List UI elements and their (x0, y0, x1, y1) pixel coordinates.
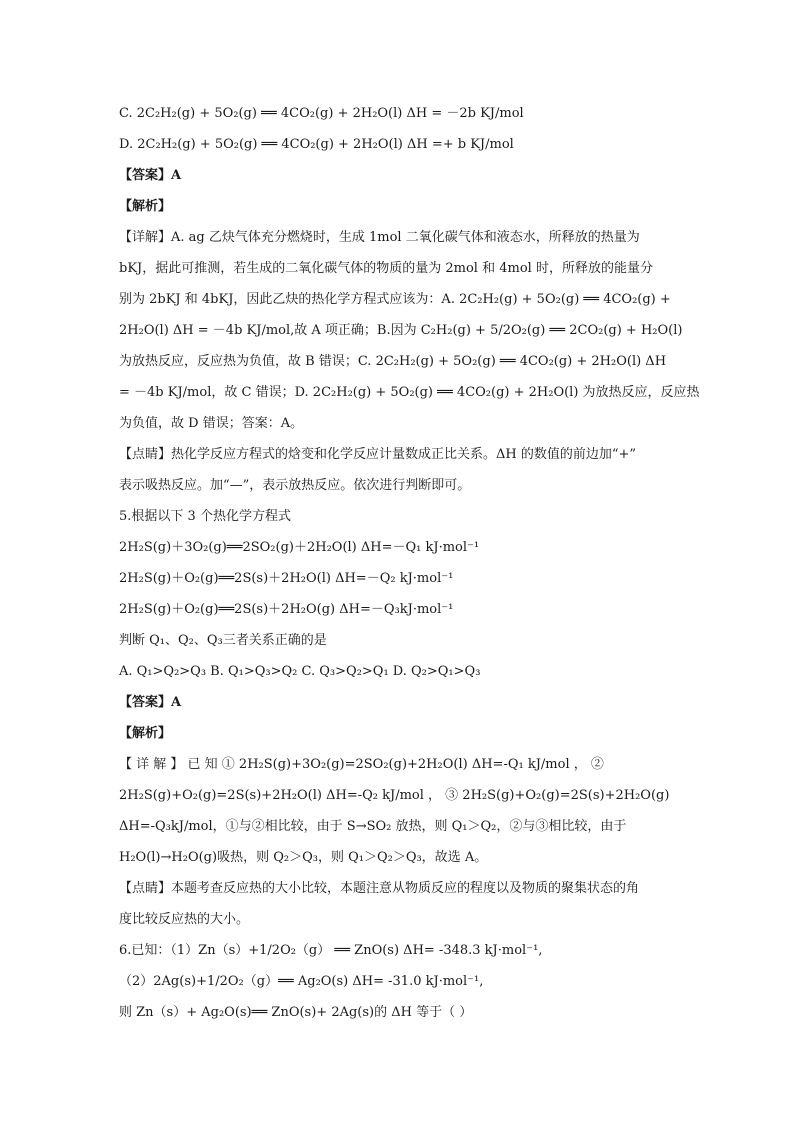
question-5-prompt: 判断 Q₁、Q₂、Q₃三者关系正确的是 (119, 633, 327, 648)
explanation-line: 为放热反应，反应热为负值，故 B 错误；C. 2C₂H₂(g) + 5O₂(g) ══ 4CO₂(g) + 2H₂O(l) ΔH (119, 354, 667, 369)
comment-line: 度比较反应热的大小。 (119, 912, 250, 927)
explanation-line: 【 详 解 】 已 知 ① 2H₂S(g)+3O₂(g)=2SO₂(g)+2H₂O(l) ΔH=-Q₁ kJ/mol ， ② (119, 757, 604, 772)
explanation-line: bKJ，据此可推测，若生成的二氧化碳气体的物质的量为 2mol 和 4mol 时，所释放的能量分 (119, 261, 653, 276)
question-5-title: 5.根据以下 3 个热化学方程式 (119, 509, 291, 524)
explanation-line: 2H₂S(g)+O₂(g)=2S(s)+2H₂O(l) ΔH=-Q₂ kJ/mol ， ③ 2H₂S(g)+O₂(g)=2S(s)+2H₂O(g) (119, 788, 670, 803)
explanation-line: = －4b KJ/mol，故 C 错误；D. 2C₂H₂(g) + 5O₂(g) ══ 4CO₂(g) + 2H₂O(l) 为放热反应，反应热 (119, 385, 700, 400)
explanation-line: 2H₂O(l) ΔH = －4b KJ/mol,故 A 项正确；B.因为 C₂H₂(g) + 5/2O₂(g) ══ 2CO₂(g) + H₂O(l) (119, 323, 683, 338)
option-d-line: D. 2C₂H₂(g) + 5O₂(g) ══ 4CO₂(g) + 2H₂O(l) ΔH =+ b KJ/mol (119, 137, 514, 152)
explanation-line: 别为 2bKJ 和 4bKJ，因此乙炔的热化学方程式应该为：A. 2C₂H₂(g) + 5O₂(g) ══ 4CO₂(g) + (119, 292, 671, 307)
equation-line: 2H₂S(g)＋O₂(g)══2S(s)＋2H₂O(l) ΔH=－Q₂ kJ·mol⁻¹ (119, 571, 454, 586)
question-6-line: （2）2Ag(s)+1/2O₂（g）══ Ag₂O(s) ΔH= -31.0 kJ·mol⁻¹, (119, 974, 484, 989)
explanation-line: 为负值，故 D 错误；答案：A。 (119, 416, 304, 431)
explanation-line: 【详解】A. ag 乙炔气体充分燃烧时，生成 1mol 二氧化碳气体和液态水，所释放的热量为 (119, 230, 640, 245)
comment-line: 【点睛】本题考查反应热的大小比较，本题注意从物质反应的程度以及物质的聚集状态的角 (119, 881, 640, 896)
answer-label: 【答案】A (119, 168, 182, 183)
explanation-line: ΔH=-Q₃kJ/mol，①与②相比较，由于 S→SO₂ 放热，则 Q₁＞Q₂，②与③相比较，由于 (119, 819, 627, 834)
equation-line: 2H₂S(g)＋O₂(g)══2S(s)＋2H₂O(g) ΔH=－Q₃kJ·mol⁻¹ (119, 602, 454, 617)
analysis-label: 【解析】 (119, 199, 172, 214)
equation-line: 2H₂S(g)＋3O₂(g)══2SO₂(g)＋2H₂O(l) ΔH=－Q₁ kJ·mol⁻¹ (119, 540, 480, 555)
question-6-line: 6.已知：（1）Zn（s）+1/2O₂（g） ══ ZnO(s) ΔH= -348.3 kJ·mol⁻¹, (119, 943, 543, 958)
question-6-line: 则 Zn（s）+ Ag₂O(s)══ ZnO(s)+ 2Ag(s)的 ΔH 等于（ ） (119, 1005, 473, 1020)
option-c-line: C. 2C₂H₂(g) + 5O₂(g) ══ 4CO₂(g) + 2H₂O(l) ΔH = －2b KJ/mol (119, 106, 524, 121)
comment-line: 【点睛】热化学反应方程式的焓变和化学反应计量数成正比关系。ΔH 的数值的前边加“+” (119, 447, 637, 462)
comment-line: 表示吸热反应。加“—”，表示放热反应。依次进行判断即可。 (119, 478, 471, 493)
explanation-line: H₂O(l)→H₂O(g)吸热，则 Q₂＞Q₃，则 Q₁＞Q₂＞Q₃，故选 A。 (119, 850, 488, 865)
answer-label: 【答案】A (119, 695, 182, 710)
analysis-label: 【解析】 (119, 726, 172, 741)
document-body (119, 98, 703, 1028)
question-5-options: A. Q₁>Q₂>Q₃ B. Q₁>Q₃>Q₂ C. Q₃>Q₂>Q₁ D. Q₂>Q₁>Q₃ (119, 664, 481, 679)
